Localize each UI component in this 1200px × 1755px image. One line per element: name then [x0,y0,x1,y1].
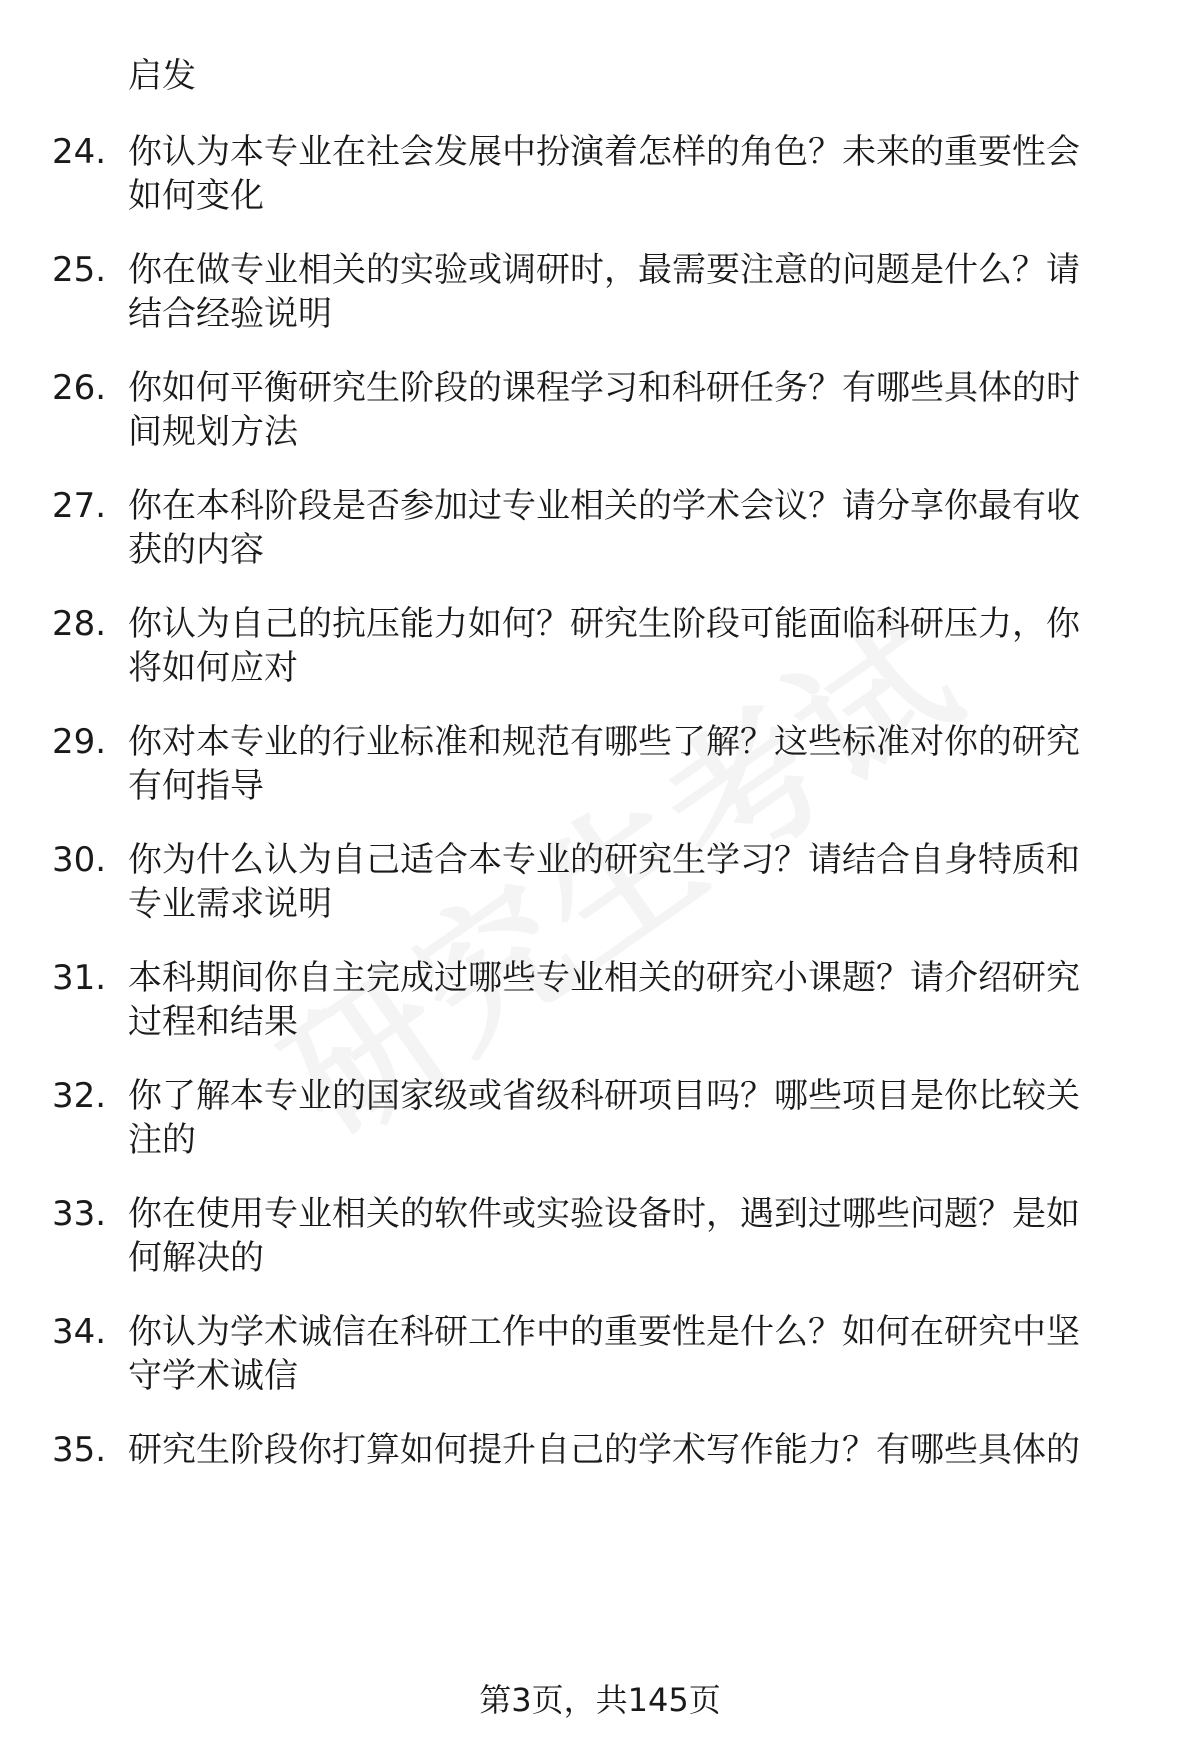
question-line: 结合经验说明 [128,294,332,334]
question-line: 间规划方法 [128,412,298,452]
question-text [128,484,1140,572]
question-line: 你如何平衡研究生阶段的课程学习和科研任务？有哪些具体的时 [128,368,1080,408]
question-number: 33. [52,1194,107,1234]
question-line: 你认为学术诚信在科研工作中的重要性是什么？如何在研究中坚 [128,1312,1080,1352]
question-text [128,720,1140,808]
question-number: 30. [52,840,107,880]
question-number: 29. [52,722,107,762]
question-number: 27. [52,486,107,526]
question-line: 你在本科阶段是否参加过专业相关的学术会议？请分享你最有收 [128,486,1080,526]
question-text [128,248,1140,336]
question-line: 本科期间你自主完成过哪些专业相关的研究小课题？请介绍研究 [128,958,1080,998]
question-line: 研究生阶段你打算如何提升自己的学术写作能力？有哪些具体的 [128,1430,1080,1470]
question-text [128,838,1140,926]
question-number: 35. [52,1430,107,1470]
question-number: 24. [52,132,107,172]
question-number: 25. [52,250,107,290]
question-number: 26. [52,368,107,408]
question-line: 守学术诚信 [128,1356,298,1396]
question-text [128,1074,1140,1162]
question-line: 如何变化 [128,176,264,216]
question-text [128,1428,1140,1472]
question-line: 你为什么认为自己适合本专业的研究生学习？请结合自身特质和 [128,840,1080,880]
question-line: 你对本专业的行业标准和规范有哪些了解？这些标准对你的研究 [128,722,1080,762]
question-text [128,130,1140,218]
question-line: 将如何应对 [128,648,298,688]
question-line: 过程和结果 [128,1002,298,1042]
question-number: 32. [52,1076,107,1116]
question-text [128,366,1140,454]
question-line: 你认为本专业在社会发展中扮演着怎样的角色？未来的重要性会 [128,132,1080,172]
question-line: 你在做专业相关的实验或调研时，最需要注意的问题是什么？请 [128,250,1080,290]
question-line: 你了解本专业的国家级或省级科研项目吗？哪些项目是你比较关 [128,1076,1080,1116]
question-line: 有何指导 [128,766,264,806]
question-line: 何解决的 [128,1238,264,1278]
question-line: 你在使用专业相关的软件或实验设备时，遇到过哪些问题？是如 [128,1194,1080,1234]
page-footer: 第3页，共145页 [479,1681,721,1719]
question-text [128,956,1140,1044]
question-number: 28. [52,604,107,644]
question-text [128,1192,1140,1280]
question-number: 34. [52,1312,107,1352]
question-number: 31. [52,958,107,998]
question-line: 获的内容 [128,530,264,570]
continuation-text: 启发 [128,56,196,96]
question-text [128,602,1140,690]
question-line: 注的 [128,1120,196,1160]
question-text [128,1310,1140,1398]
question-line: 专业需求说明 [128,884,332,924]
question-line: 你认为自己的抗压能力如何？研究生阶段可能面临科研压力，你 [128,604,1080,644]
